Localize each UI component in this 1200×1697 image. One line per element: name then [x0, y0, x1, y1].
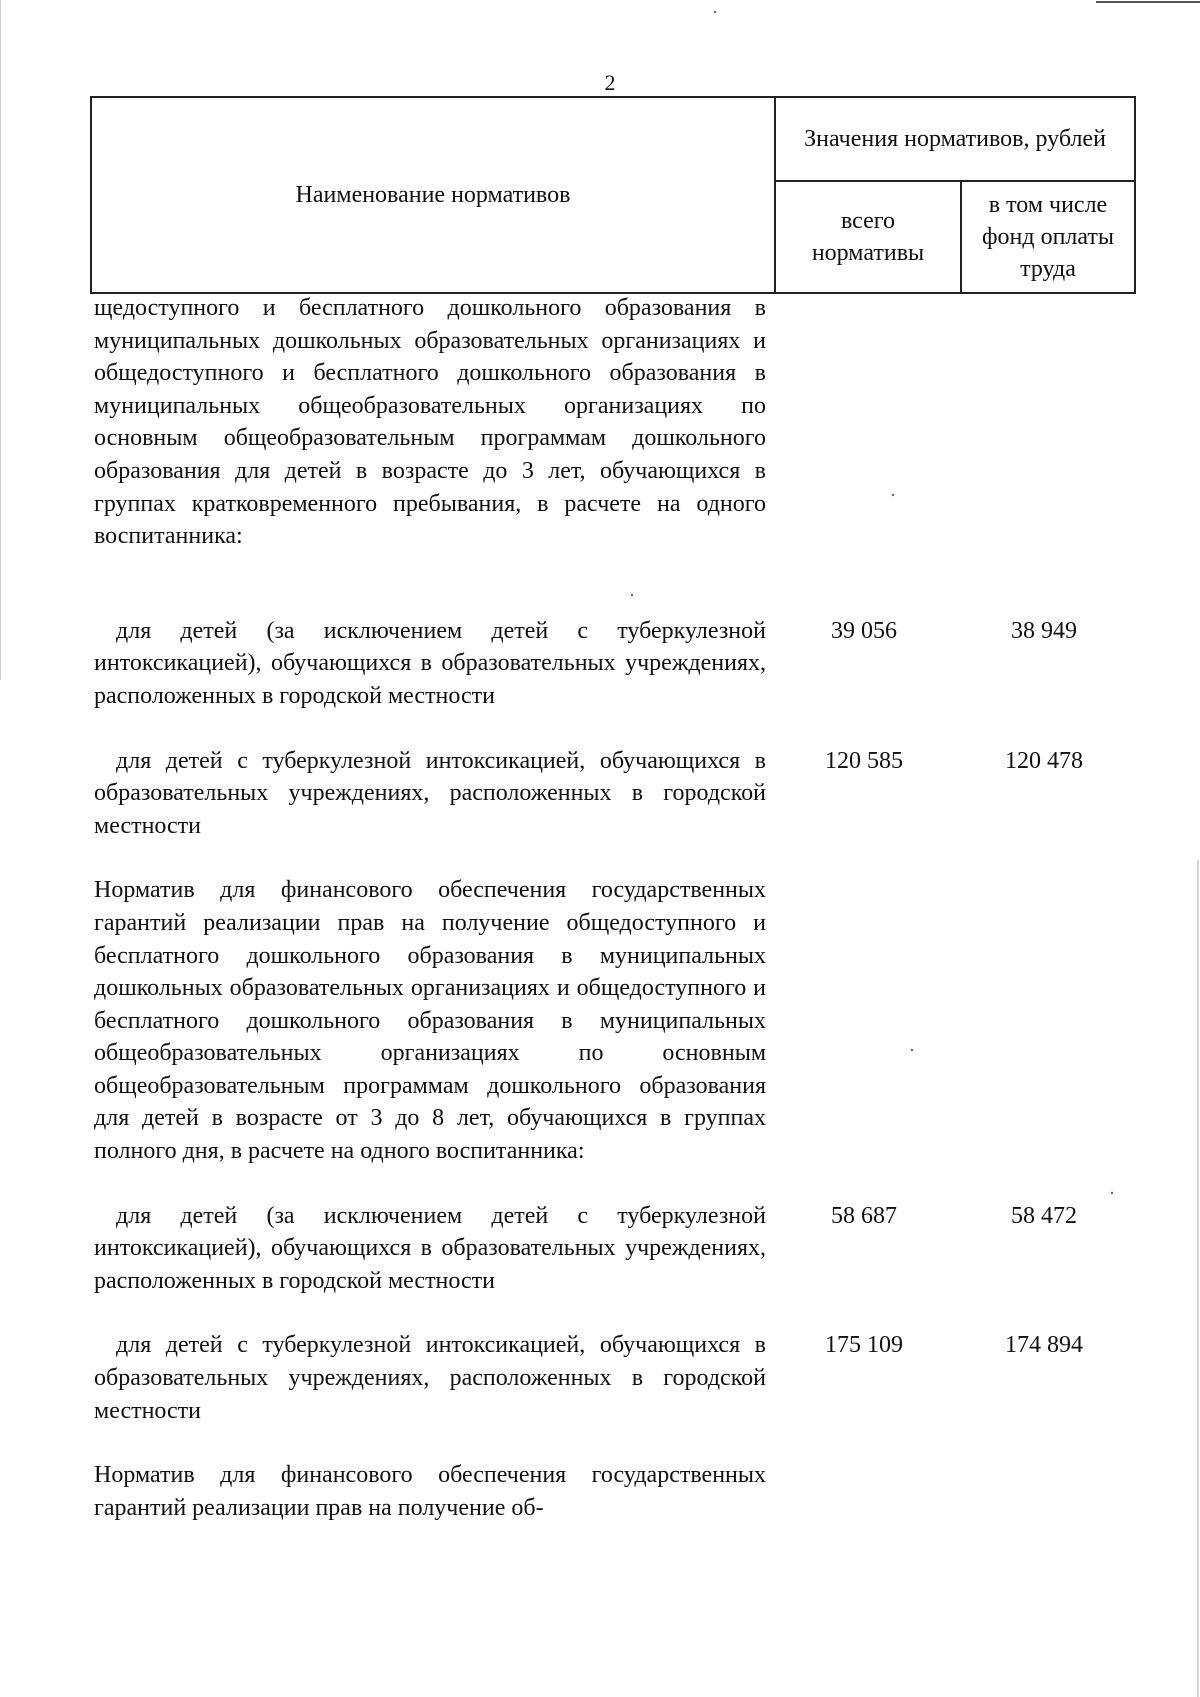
row-text: Норматив для финансового обеспечения государственных гарантий реализации прав на получение общедоступного и бесплатного дошкольного образования в муниципальных дошкольных образовательных организациях и общедоступного и бесплатного дошкольного образования в муниципальных общеобразовательных организациях по основным общеобразовательным программам дошкольного образования для детей в возрасте от 3 до 8 лет, обучающихся в группах полного дня, в расчете на одного воспитанника: — [94, 877, 766, 1165]
table-body — [94, 292, 1134, 1524]
row-text: Норматив для финансового обеспечения государственных гарантий реализации прав на получение об- — [94, 1462, 766, 1521]
row-total: 58 687 — [831, 1202, 897, 1229]
row-text: щедоступного и бесплатного дошкольного образования в муниципальных дошкольных образовательных организациях и общедоступного и бесплатного дошкольного образования в муниципальных общеобразовательных организациях по основным общеобразовательным программам дошкольного образования для детей в возрасте до 3 лет, обучающихся в группах кратковременного пребывания, в расчете на одного воспитанника: — [94, 295, 766, 550]
row-text: для детей (за исключением детей с туберкулезной интоксикацией), обучающихся в образовательных учреждениях, расположенных в городской местности — [94, 1202, 766, 1294]
table-row — [94, 874, 1134, 1167]
page-number: 2 — [604, 70, 616, 95]
row-payroll: 174 894 — [1005, 1332, 1083, 1359]
table-row — [94, 1329, 1134, 1427]
table-row — [94, 1200, 1134, 1298]
header-name-cell: Наименование нормативов — [91, 97, 775, 293]
row-total: 39 056 — [831, 617, 897, 644]
row-text: для детей с туберкулезной интоксикацией, обучающихся в образовательных учреждениях, расположенных в городской местности — [94, 1332, 766, 1424]
row-payroll: 38 949 — [1011, 617, 1077, 644]
row-payroll: 120 478 — [1005, 747, 1083, 774]
row-total: 175 109 — [825, 1332, 903, 1359]
table-row — [94, 745, 1134, 843]
table-header — [90, 96, 1136, 294]
header-values-cell: Значения нормативов, рублей — [775, 97, 1135, 181]
table-row — [94, 615, 1134, 713]
row-text: для детей (за исключением детей с туберкулезной интоксикацией), обучающихся в образовательных учреждениях, расположенных в городской местности — [94, 617, 766, 709]
row-text: для детей с туберкулезной интоксикацией, обучающихся в образовательных учреждениях, расположенных в городской местности — [94, 747, 766, 839]
table-row — [94, 292, 1134, 553]
row-total: 120 585 — [825, 747, 903, 774]
header-total-cell: всего нормативы — [775, 181, 961, 293]
row-payroll: 58 472 — [1011, 1202, 1077, 1229]
table-row — [94, 1459, 1134, 1524]
header-payroll-cell: в том числе фонд оплаты труда — [961, 181, 1135, 293]
